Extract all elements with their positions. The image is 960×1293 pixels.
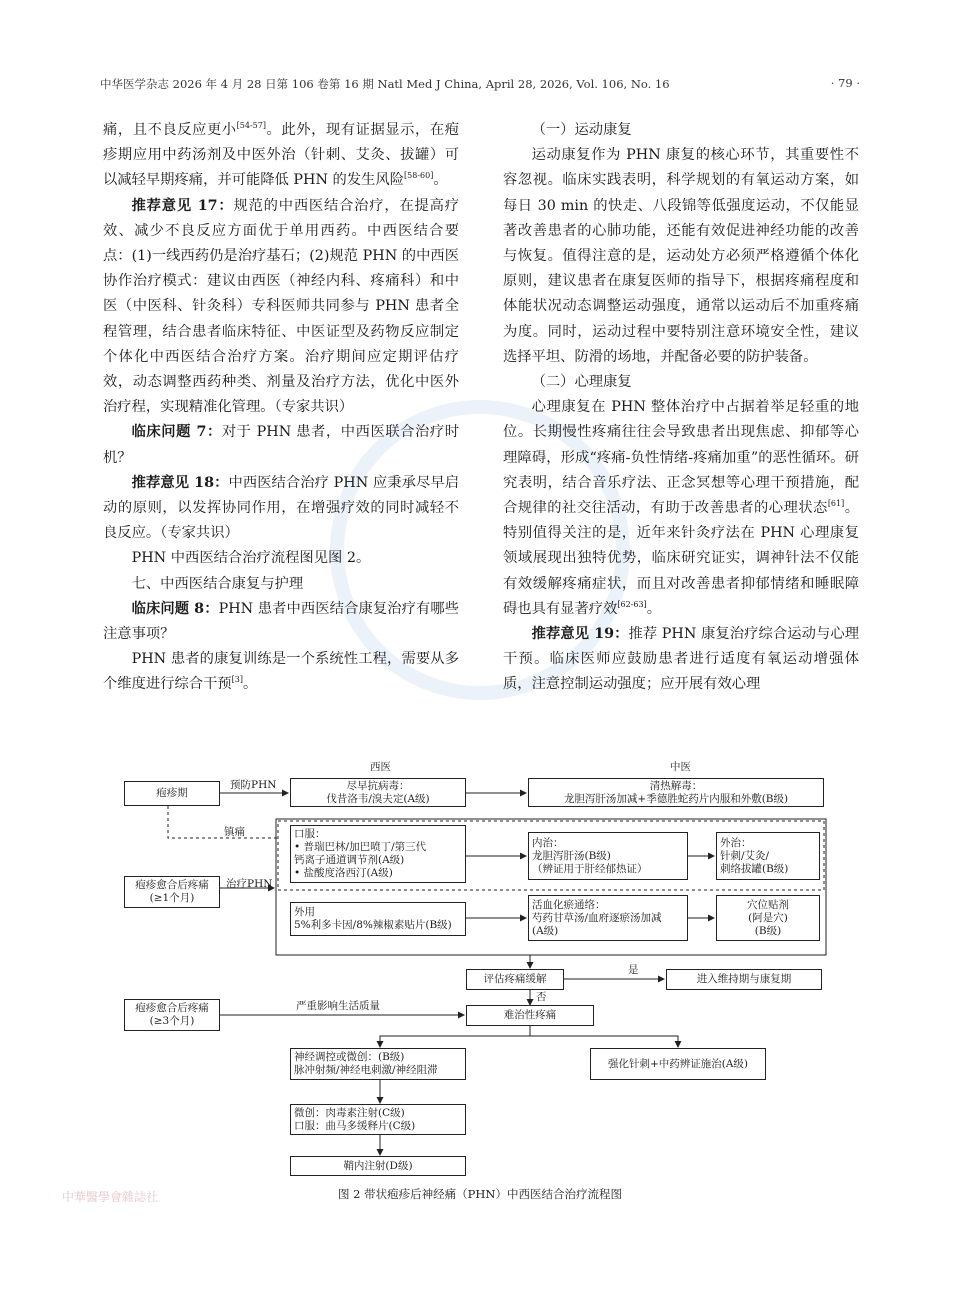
clinical-question-8: 临床问题 8：PHN 患者中西医结合康复治疗有哪些注意事项？ — [103, 600, 459, 643]
prevent-phn-label: 预防PHN — [230, 779, 277, 791]
acupoint-patch-box: 穴位贴剂 (阿是穴) (B级) — [716, 895, 820, 941]
oral-western-box: 口服： • 普瑞巴林/加巴喷丁/第三代 钙离子通道调节剂(A级) • 盐酸度洛西汀(A级) — [290, 825, 466, 883]
subsection-heading: （一）运动康复 — [531, 122, 632, 138]
paragraph: PHN 中西医结合治疗流程图见图 2。 — [131, 550, 371, 567]
maintenance-box: 进入维持期与康复期 — [666, 969, 822, 990]
running-header — [100, 76, 860, 96]
publisher-logo: 中華醫學會雜誌社 — [62, 1190, 159, 1204]
paragraph: 痛，且不良反应更小[54-57]。此外，现有证据显示，在疱疹期应用中药汤剂及中医外治（针刺、艾灸、拔罐）可以减轻早期疼痛，并可能降低 PHN 的发生风险[58-60]。 — [103, 121, 460, 189]
severe-impact-label: 严重影响生活质量 — [296, 1000, 380, 1012]
left-column — [103, 118, 459, 698]
journal-citation: 中华医学杂志 2026 年 4 月 28 日第 106 卷第 16 期 Natl Med J China, April 28, 2026, Vol. 106, No. 16 — [100, 77, 670, 91]
recommendation-17: 推荐意见 17：规范的中西医结合治疗，在提高疗效、减少不良反应方面优于单用西药。中西医结合要点：(1)一线西药仍是治疗基石；(2)规范 PHN 的中西医协作治疗模式：建议由西医（神经内科、疼痛科）和中医（中医科、针灸科）专科医师共同参与 PHN 患者全程管理，结合患者临床特征、中医证型及药物反应制定个体化中西医结合治疗方案。治疗期间应定期评估疗效，动态调整西药种类、剂量及治疗方法，优化中医外治疗程，实现精准化管理。（专家共识） — [103, 197, 459, 416]
minimally-invasive-box: 微创：肉毒素注射(C级) 口服：曲马多缓释片(C级) — [290, 1104, 466, 1135]
paragraph: 运动康复作为 PHN 康复的核心环节，其重要性不容忽视。临床实践表明，科学规划的有氧运动方案，如每日 30 min 的快走、八段锦等低强度运动，不仅能显著改善患者的心肺功能，还能有效促进神经功能的改善与恢复。值得注意的是，运动处方必须严格遵循个体化原则，建议患者在康复医师的指导下，根据疼痛程度和体能状况动态调整运动强度，通常以运动后不加重疼痛为度。同时，运动过程中要特别注意环境安全性，建议选择平坦、防滑的场地，并配备必要的防护装备。 — [503, 147, 859, 365]
postherpetic-pain-1m-box: 疱疹愈合后疼痛 (≥1个月) — [124, 876, 220, 908]
intrathecal-box: 鞘内注射(D级) — [290, 1156, 466, 1176]
neuromodulation-box: 神经调控或微创：(B级) 脉冲射频/神经电刺激/神经阻滞 — [290, 1048, 466, 1080]
yes-label: 是 — [628, 964, 639, 976]
figure-caption: 图 2 带状疱疹后神经痛（PHN）中西医结合治疗流程图 — [338, 1187, 622, 1201]
external-tcm-box: 外治： 针刺/艾灸/ 刺络拔罐(B级) — [716, 832, 820, 880]
no-label: 否 — [536, 991, 547, 1003]
section-heading: 七、中西医结合康复与护理 — [131, 575, 304, 592]
intensified-acupuncture-box: 强化针刺+中药辨证施治(A级) — [590, 1048, 766, 1080]
page-number: · 79 · — [830, 76, 860, 90]
paragraph: PHN 患者的康复训练是一个系统性工程，需要从多个维度进行综合干预[3]。 — [103, 651, 459, 693]
analgesia-label: 镇痛 — [224, 826, 245, 838]
postherpetic-pain-3m-box: 疱疹愈合后疼痛 (≥3个月) — [124, 999, 220, 1031]
right-column — [503, 118, 859, 698]
subsection-heading: （二）心理康复 — [531, 374, 632, 391]
topical-western-box: 外用 5%利多卡因/8%辣椒素贴片(B级) — [290, 902, 466, 936]
column-label-tcm: 中医 — [670, 761, 691, 773]
blood-activating-box: 活血化瘀通络： 芍药甘草汤/血府逐瘀汤加减 (A级) — [528, 895, 688, 941]
refractory-pain-box: 难治性疼痛 — [466, 1005, 594, 1026]
assess-pain-box: 评估疼痛缓解 — [466, 969, 564, 990]
paragraph: 心理康复在 PHN 整体治疗中占据着举足轻重的地位。长期慢性疼痛往往会导致患者出现焦虑、抑郁等心理障碍，形成“疼痛-负性情绪-疼痛加重”的恶性循环。研究表明，结合音乐疗法、正念冥想等心理干预措施，配合规律的社交往活动，有助于改善患者的心理状态[61]。特别值得关注的是，近年来针灸疗法在 PHN 心理康复领域展现出独特优势，临床研究证实，调神针法不仅能有效缓解疼痛症状，而且对改善患者抑郁情绪和睡眠障碍也具有显著疗效[62-63]。 — [503, 399, 859, 617]
herpes-stage-box: 疱疹期 — [124, 781, 220, 806]
recommendation-18: 推荐意见 18：中西医结合治疗 PHN 应秉承尽早启动的原则，以发挥协同作用，在增强疗效的同时减轻不良反应。（专家共识） — [103, 474, 459, 542]
heat-clearing-box: 清热解毒： 龙胆泻肝汤加减+季德胜蛇药片内服和外敷(B级) — [528, 778, 824, 807]
treat-phn-label: 治疗PHN — [226, 878, 273, 890]
clinical-question-7: 临床问题 7：对于 PHN 患者，中西医联合治疗时机？ — [103, 424, 459, 466]
internal-tcm-box: 内治： 龙胆泻肝汤(B级) （辨证用于肝经郁热证） — [528, 832, 688, 880]
column-label-western: 西医 — [370, 761, 391, 773]
recommendation-19: 推荐意见 19：推荐 PHN 康复治疗综合运动与心理干预。临床医师应鼓励患者进行适度有氧运动增强体质，注意控制运动强度；应开展有效心理 — [503, 626, 859, 693]
flowchart — [100, 758, 860, 1178]
antiviral-box: 尽早抗病毒： 伐昔洛韦/溴夫定(A级) — [290, 778, 466, 807]
flowchart-connectors — [100, 758, 860, 1178]
